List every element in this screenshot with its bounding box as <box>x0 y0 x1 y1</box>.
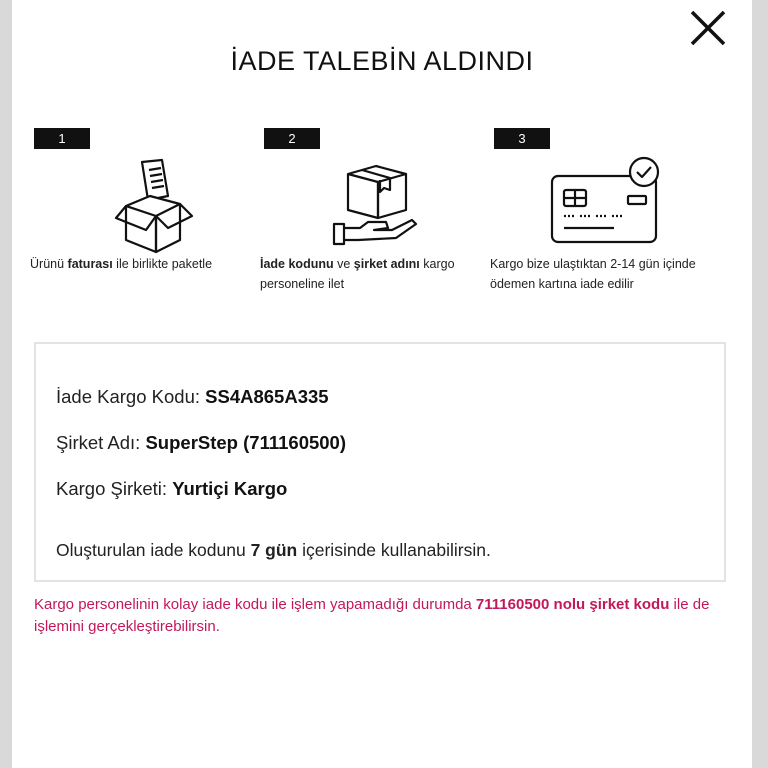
cargo-company-value: Yurtiçi Kargo <box>172 478 288 499</box>
cargo-company-row <box>56 478 287 500</box>
close-icon <box>689 9 727 47</box>
package-handover-icon <box>264 156 494 254</box>
close-button[interactable] <box>688 8 728 48</box>
step-2 <box>260 128 494 291</box>
return-confirmation-modal <box>12 0 752 768</box>
step-3 <box>490 128 724 291</box>
return-info-box <box>34 342 726 582</box>
modal-title: İADE TALEBİN ALDINDI <box>230 46 534 76</box>
step-1-text: Ürünü faturası ile birlikte paketle <box>30 257 213 271</box>
card-refund-icon <box>494 156 724 254</box>
alternative-code-warning: Kargo personelinin kolay iade kodu ile işlem yapamadığı durumda 711160500 nolu şirket kodu ile de işlemini gerçekleştirebilirsin. <box>34 596 710 635</box>
validity-note: Oluşturulan iade kodunu 7 gün içerisinde kullanabilirsin. <box>56 540 491 560</box>
return-code-row <box>56 386 329 408</box>
company-name-label: Şirket Adı: <box>56 432 141 453</box>
step-number-badge: 2 <box>264 128 320 149</box>
step-number-badge: 3 <box>494 128 550 149</box>
company-name-value: SuperStep (711160500) <box>145 432 347 453</box>
step-number-badge: 1 <box>34 128 90 149</box>
company-name-row <box>56 432 346 454</box>
return-code-label: İade Kargo Kodu: <box>56 386 200 407</box>
step-3-text: Kargo bize ulaştıktan 2-14 gün içinde ödemen kartına iade edilir <box>490 257 696 291</box>
box-with-invoice-icon <box>34 156 264 254</box>
step-1 <box>30 128 264 271</box>
step-2-text: İade kodunu ve şirket adını kargo personeline ilet <box>260 257 455 291</box>
cargo-company-label: Kargo Şirketi: <box>56 478 168 499</box>
return-code-value: SS4A865A335 <box>205 386 329 407</box>
